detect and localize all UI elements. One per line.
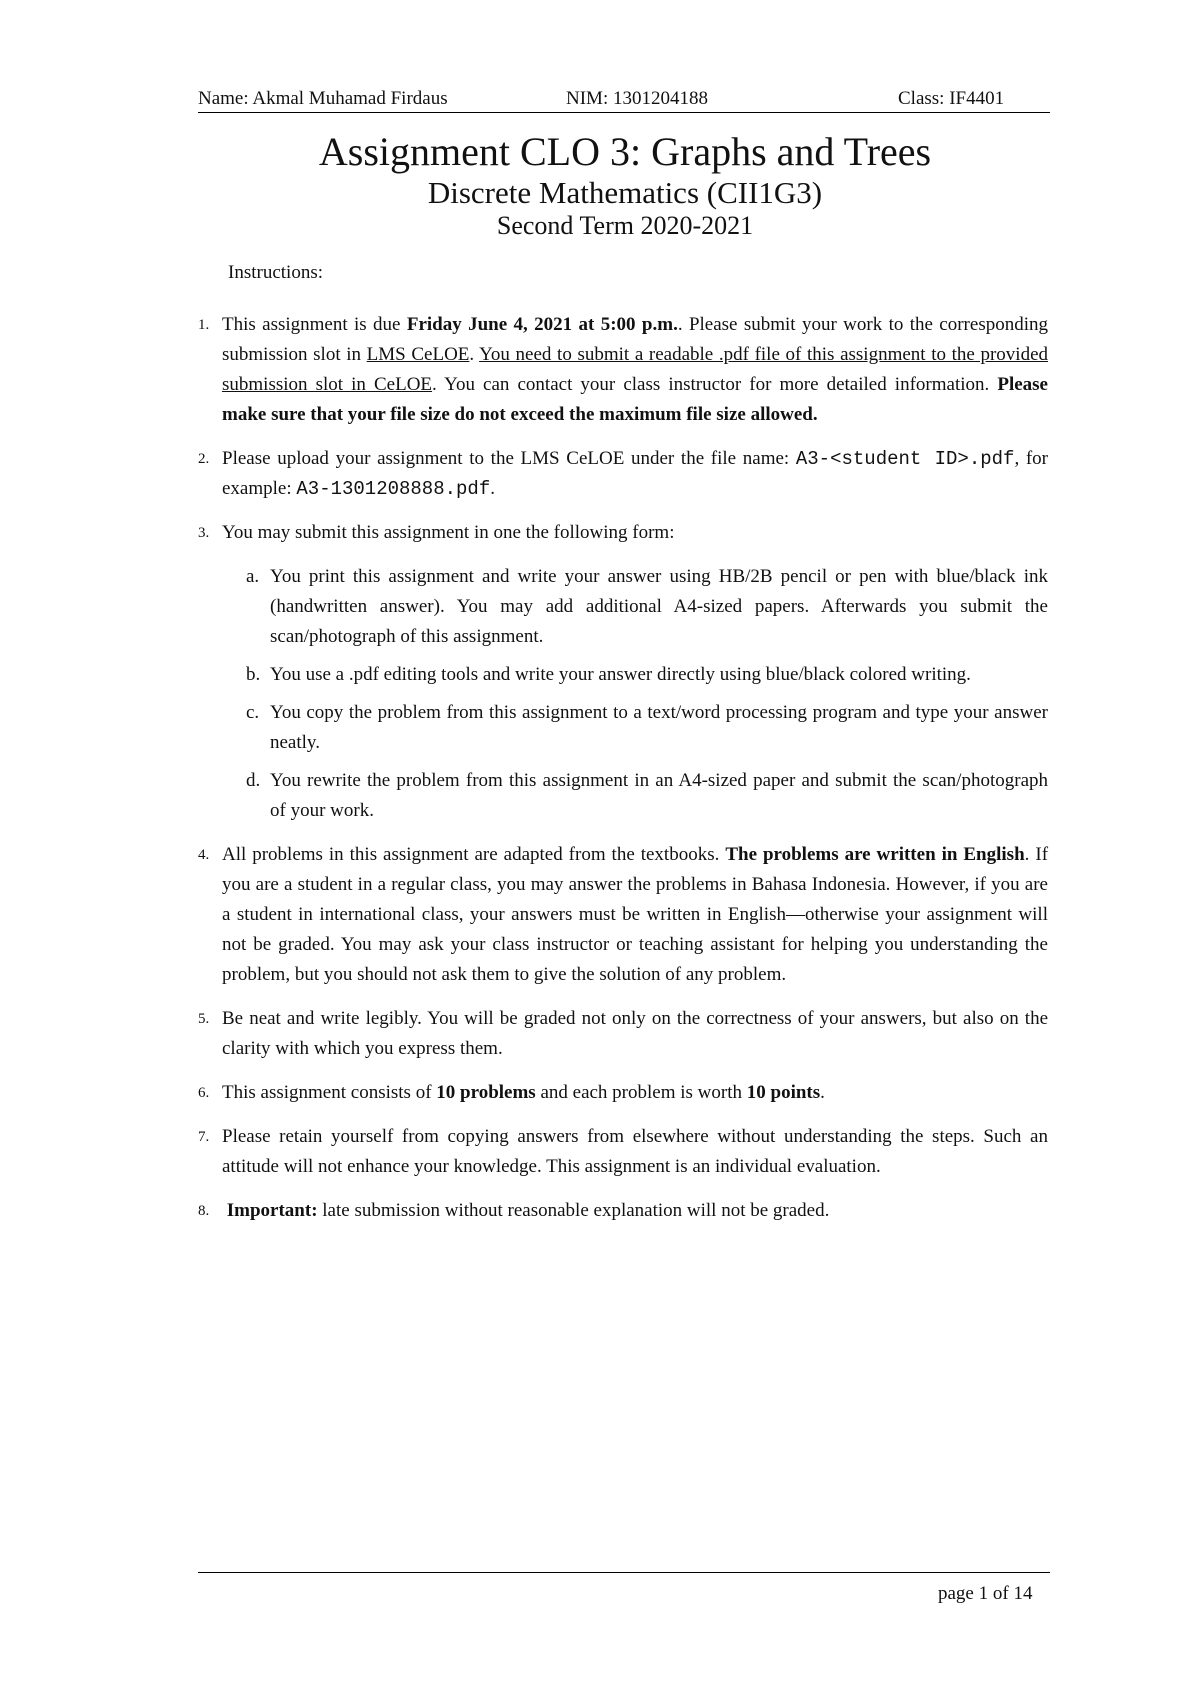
item-text: . xyxy=(490,478,495,499)
item-text: Please upload your assignment to the LMS CeLOE under the file name: xyxy=(222,448,796,469)
filename-pattern: A3-<student ID>.pdf xyxy=(795,448,1015,470)
sub-item-d xyxy=(222,766,1048,826)
item-number: 2. xyxy=(198,451,210,467)
title-block xyxy=(0,128,1191,242)
sub-item-letter: a. xyxy=(246,566,260,587)
item-number: 4. xyxy=(198,847,210,863)
due-date: Friday June 4, 2021 at 5:00 p.m. xyxy=(406,314,678,335)
footer-divider xyxy=(198,1572,1050,1573)
item-number: 6. xyxy=(198,1085,210,1101)
item-number: 1. xyxy=(198,317,210,333)
file-size-warning: Please make sure that your file size do not exceed the maximum file size allowed. xyxy=(222,374,1048,425)
sub-item-text: You copy the problem from this assignment to a text/word processing program and type your answer neatly. xyxy=(270,702,1048,753)
item-number: 8. xyxy=(198,1203,210,1219)
item-text: . xyxy=(469,344,480,365)
instruction-item-7 xyxy=(198,1122,1048,1182)
item-text: late submission without reasonable explanation will not be graded. xyxy=(317,1200,830,1221)
item-text: This assignment is due xyxy=(222,314,407,335)
student-class: Class: IF4401 xyxy=(898,88,1005,109)
item-text: You may submit this assignment in one the following form: xyxy=(222,522,675,543)
instruction-item-6 xyxy=(198,1078,1048,1108)
sub-item-b xyxy=(222,660,1048,690)
instruction-item-2 xyxy=(198,444,1048,504)
lms-celoe-link[interactable]: LMS CeLOE xyxy=(366,344,470,365)
filename-example: A3-1301208888.pdf xyxy=(296,478,491,500)
instruction-item-1 xyxy=(198,310,1048,430)
item-text: . If you are a student in a regular class, you may answer the problems in Bahasa Indonesia. However, if you are a student in international class, your answers must be written in English—otherwise your assignment will not be graded. You may ask your class instructor or teaching assistant for helping you understanding the problem, but you should not ask them to give the solution of any problem. xyxy=(222,844,1049,985)
item-text: , for example: xyxy=(222,448,1049,499)
item-text: . You can contact your class instructor for more detailed information. xyxy=(432,374,998,395)
item-text: and each problem is worth xyxy=(535,1082,747,1103)
submission-note: You need to submit a readable .pdf file of this assignment to the provided submission slot in CeLOE xyxy=(222,344,1049,395)
item-text: . xyxy=(820,1082,825,1103)
instruction-item-4 xyxy=(198,840,1048,990)
sub-item-text: You rewrite the problem from this assignment in an A4-sized paper and submit the scan/photograph of your work. xyxy=(270,770,1048,821)
instruction-item-5 xyxy=(198,1004,1048,1064)
sub-item-letter: c. xyxy=(246,702,260,723)
item-text: . Please submit your work to the corresponding submission slot in xyxy=(222,314,1048,365)
sub-item-text: You use a .pdf editing tools and write your answer directly using blue/black colored writing. xyxy=(270,664,971,685)
item-number: 5. xyxy=(198,1011,210,1027)
sub-item-text: You print this assignment and write your answer using HB/2B pencil or pen with blue/black ink (handwritten answer). You may add additional A4-sized papers. Afterwards you submit the scan/photograph of this assignment. xyxy=(270,566,1048,647)
item-text: All problems in this assignment are adapted from the textbooks. xyxy=(222,844,726,865)
student-nim: NIM: 1301204188 xyxy=(566,88,708,109)
sub-item-letter: d. xyxy=(246,770,261,791)
assignment-title: Assignment CLO 3: Graphs and Trees xyxy=(318,129,932,174)
important-label: Important: xyxy=(226,1200,318,1221)
item-text: Be neat and write legibly. You will be graded not only on the correctness of your answers, but also on the clarity with which you express them. xyxy=(222,1008,1048,1059)
sub-item-letter: b. xyxy=(246,664,261,685)
course-title: Discrete Mathematics (CII1G3) xyxy=(427,175,823,210)
instruction-item-8 xyxy=(198,1196,1048,1226)
points-per-problem: 10 points xyxy=(746,1082,821,1103)
language-note: The problems are written in English xyxy=(725,844,1025,865)
student-name: Name: Akmal Muhamad Firdaus xyxy=(198,88,448,109)
term-title: Second Term 2020-2021 xyxy=(496,211,754,240)
item-text: Please retain yourself from copying answers from elsewhere without understanding the steps. Such an attitude will not enhance your knowledge. This assignment is an individual evaluation. xyxy=(222,1126,1048,1177)
problem-count: 10 problems xyxy=(436,1082,536,1103)
item-number: 7. xyxy=(198,1129,210,1145)
instructions-label: Instructions: xyxy=(228,262,323,283)
page-number: page 1 of 14 xyxy=(938,1583,1033,1604)
item-text: This assignment consists of xyxy=(222,1082,437,1103)
page-header xyxy=(198,88,1050,113)
instructions-list xyxy=(198,310,1048,1240)
sub-item-a xyxy=(222,562,1048,652)
item-number: 3. xyxy=(198,525,210,541)
sub-item-c xyxy=(222,698,1048,758)
instruction-item-3 xyxy=(198,518,1048,826)
